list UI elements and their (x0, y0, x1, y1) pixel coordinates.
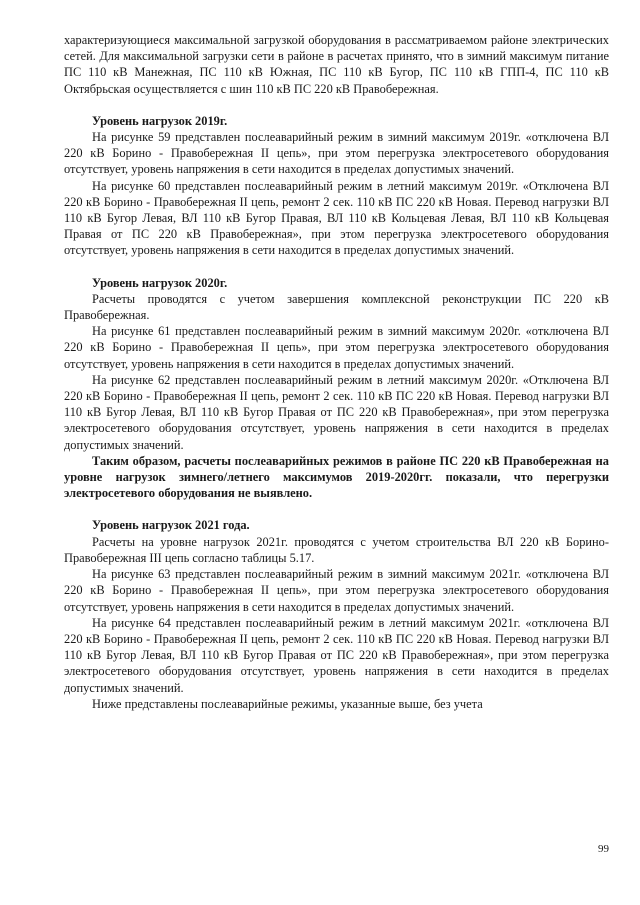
paragraph-2019-summer: На рисунке 60 представлен послеаварийный режим в летний максимум 2019г. «Отключена ВЛ 220 кВ Борино - Правобережная II цепь, ремонт 2 сек. 110 кВ ПС 220 кВ Новая. Перевод нагрузки ВЛ 110 кВ Бугор Левая, ВЛ 110 кВ Бугор Правая, ВЛ 110 кВ Кольцевая Левая, ВЛ 110 кВ Кольцевая Правая от ПС 220 кВ Правобережная», при этом перегрузка электросетевого оборудования отсутствует, уровень напряжения в сети находится в пределах допустимых значений. (64, 178, 609, 258)
document-page (64, 32, 609, 712)
paragraph-2021-summer: На рисунке 64 представлен послеаварийный режим в летний максимум 2021г. «отключена ВЛ 220 кВ Борино - Правобережная II цепь, ремонт 2 сек. 110 кВ ПС 220 кВ Новая. Перевод нагрузки ВЛ 110 кВ Бугор Левая, ВЛ 110 кВ Бугор Правая от ПС 220 кВ Правобережная», при этом перегрузка электросетевого оборудования отсутствует, уровень напряжения в сети находится в пределах допустимых значений. (64, 615, 609, 695)
intro-paragraph: характеризующиеся максимальной загрузкой оборудования в рассматриваемом районе электрических сетей. Для максимальной загрузки сети в районе в расчетах принято, что в зимний максимум питание ПС 110 кВ Манежная, ПС 110 кВ Южная, ПС 110 кВ Бугор, ПС 110 кВ ГПП-4, ПС 110 кВ Октябрьская осуществляется с шин 110 кВ ПС 220 кВ Правобережная. (64, 33, 609, 96)
paragraph-2020-reconstruction: Расчеты проводятся с учетом завершения комплексной реконструкции ПС 220 кВ Правобережная. (64, 291, 609, 323)
page-number: 99 (598, 843, 609, 855)
section-heading-2020: Уровень нагрузок 2020г. (92, 275, 228, 290)
spacer (64, 259, 609, 275)
paragraph-2021-construction: Расчеты на уровне нагрузок 2021г. проводятся с учетом строительства ВЛ 220 кВ Борино-Правобережная III цепь согласно таблицы 5.17. (64, 534, 609, 565)
paragraph-2019-winter: На рисунке 59 представлен послеаварийный режим в зимний максимум 2019г. «отключена ВЛ 220 кВ Борино - Правобережная II цепь», при этом перегрузка электросетевого оборудования отсутствует, уровень напряжения в сети находится в пределах допустимых значений. (64, 130, 609, 177)
spacer (64, 97, 609, 113)
paragraph-2020-winter: На рисунке 61 представлен послеаварийный режим в зимний максимум 2020г. «отключена ВЛ 220 кВ Борино - Правобережная II цепь», при этом перегрузка электросетевого оборудования отсутствует, уровень напряжения в сети находится в пределах допустимых значений. (64, 324, 609, 371)
paragraph-2021-winter: На рисунке 63 представлен послеаварийный режим в зимний максимум 2021г. «отключена ВЛ 220 кВ Борино - Правобережная II цепь», при этом перегрузка электросетевого оборудования отсутствует, уровень напряжения в сети находится в пределах допустимых значений. (64, 567, 609, 614)
paragraph-2021-continuation: Ниже представлены послеаварийные режимы, указанные выше, без учета (92, 696, 483, 711)
section-heading-2021: Уровень нагрузок 2021 года. (92, 518, 250, 533)
paragraph-2020-summer: На рисунке 62 представлен послеаварийный режим в летний максимум 2020г. «Отключена ВЛ 220 кВ Борино - Правобережная II цепь, ремонт 2 сек. 110 кВ ПС 220 кВ Новая. Перевод нагрузки ВЛ 110 кВ Бугор Левая, ВЛ 110 кВ Бугор Правая от ПС 220 кВ Правобережная», при этом перегрузка электросетевого оборудования отсутствует, уровень напряжения в сети находится в пределах допустимых значений. (64, 372, 609, 452)
spacer (64, 501, 609, 517)
section-heading-2019: Уровень нагрузок 2019г. (92, 113, 228, 128)
conclusion-paragraph: Таким образом, расчеты послеаварийных режимов в районе ПС 220 кВ Правобережная на уровне нагрузок зимнего/летнего максимумов 2019-2020гг. показали, что перегрузки электросетевого оборудования не выявлено. (64, 453, 609, 501)
